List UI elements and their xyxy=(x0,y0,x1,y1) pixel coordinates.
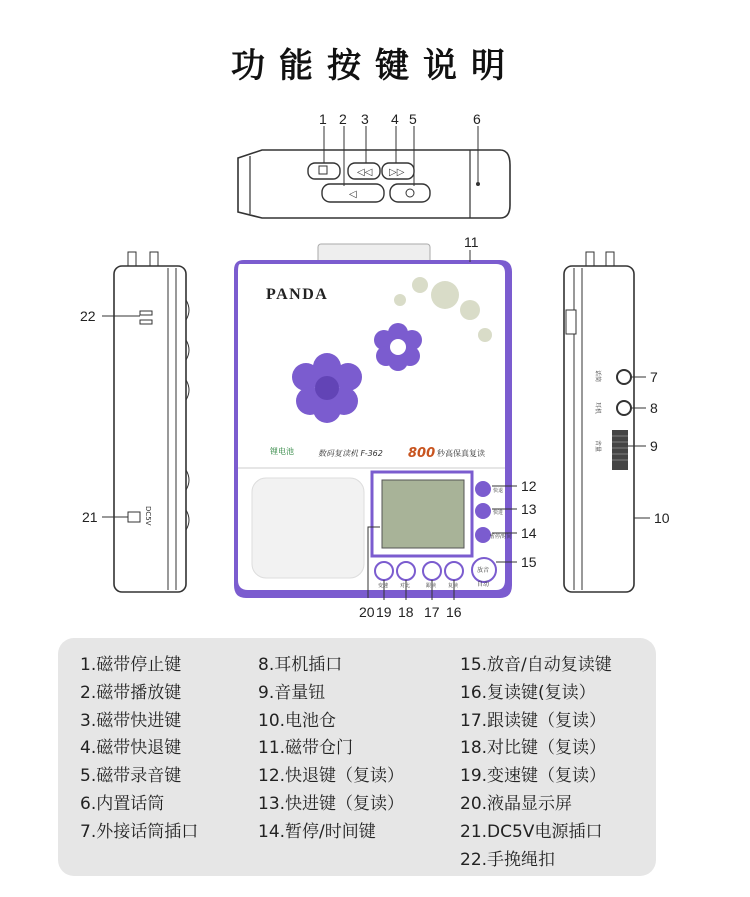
legend-item: 7.外接话筒插口 xyxy=(80,821,199,842)
legend-column-2 xyxy=(258,652,404,847)
legend-item: 14.暂停/时间键 xyxy=(258,821,376,842)
legend-item: 21.DC5V电源插口 xyxy=(460,821,603,842)
legend-item: 12.快退键（复读） xyxy=(258,766,405,787)
legend-item: 5.磁带录音键 xyxy=(80,766,182,787)
page-title: 功能按键说明 xyxy=(231,46,519,86)
legend-item: 13.快进键（复读） xyxy=(258,793,405,814)
label-b16: 复读 xyxy=(448,583,459,589)
compare-button[interactable] xyxy=(397,562,415,580)
callout-8: 8 xyxy=(650,400,658,416)
right-side-view xyxy=(564,252,670,592)
left-side-view xyxy=(80,252,189,592)
callout-13: 13 xyxy=(521,501,537,517)
legend-item: 22.手挽绳扣 xyxy=(460,849,556,870)
callout-14: 14 xyxy=(521,525,537,541)
callout-3: 3 xyxy=(361,111,369,127)
callout-9: 9 xyxy=(650,438,658,454)
speaker-grille xyxy=(252,478,364,578)
legend-item: 15.放音/自动复读键 xyxy=(460,655,612,675)
legend-item: 8.耳机插口 xyxy=(258,655,343,675)
legend-item: 10.电池仓 xyxy=(258,710,337,731)
lcd-screen xyxy=(382,480,464,548)
mic-jack[interactable] xyxy=(617,370,631,384)
callout-10: 10 xyxy=(654,510,670,526)
legend-column-1 xyxy=(80,652,198,847)
top-view xyxy=(238,111,510,218)
legend-item: 6.内置话筒 xyxy=(80,793,165,814)
model-label: 数码复读机 F-362 xyxy=(318,449,383,458)
rewind-repeat-button[interactable] xyxy=(475,481,491,497)
label-b19: 变速 xyxy=(378,583,389,589)
callout-2: 2 xyxy=(339,111,347,127)
label-b15: 放音 xyxy=(477,567,490,574)
callout-15: 15 xyxy=(521,554,537,570)
legend-item: 19.变速键（复读） xyxy=(460,766,607,787)
legend-item: 11.磁带仓门 xyxy=(258,738,354,759)
earphone-jack[interactable] xyxy=(617,401,631,415)
legend-column-3 xyxy=(460,652,612,874)
callout-4: 4 xyxy=(391,111,399,127)
svg-text:◁◁: ◁◁ xyxy=(357,167,373,178)
front-view xyxy=(234,234,537,620)
legend-item: 18.对比键（复读） xyxy=(460,738,607,759)
label-b17: 跟读 xyxy=(426,583,437,589)
legend-item: 16.复读键(复读） xyxy=(460,682,596,703)
vol-label: 音量 xyxy=(594,440,601,453)
svg-text:◁: ◁ xyxy=(349,189,357,200)
callout-21: 21 xyxy=(82,509,98,525)
label-b14: 暂停/时间 xyxy=(490,534,512,540)
callout-22: 22 xyxy=(80,308,96,324)
callout-12: 12 xyxy=(521,478,537,494)
follow-read-button[interactable] xyxy=(423,562,441,580)
brand-logo: PANDA xyxy=(266,286,329,303)
legend-item: 9.音量钮 xyxy=(258,682,326,703)
dc-label: DC5V xyxy=(144,506,152,526)
flower-large xyxy=(292,353,362,423)
legend-item: 4.磁带快退键 xyxy=(80,738,182,759)
label-b15b: 自动 xyxy=(477,581,490,588)
callout-19: 19 xyxy=(376,604,392,620)
battery-tag: 锂电池 xyxy=(270,447,294,456)
callout-17: 17 xyxy=(424,604,440,620)
legend-item: 17.跟读键（复读） xyxy=(460,710,607,731)
label-b18: 对比 xyxy=(400,583,411,589)
repeat-button[interactable] xyxy=(445,562,463,580)
label-b12: 快退 xyxy=(493,488,504,494)
speed-button[interactable] xyxy=(375,562,393,580)
strap-slot-upper xyxy=(140,311,152,315)
forward-repeat-button[interactable] xyxy=(475,503,491,519)
legend-item: 3.磁带快进键 xyxy=(80,710,182,731)
mic-label: 话筒 xyxy=(594,370,601,383)
callout-16: 16 xyxy=(446,604,462,620)
callout-6: 6 xyxy=(473,111,481,127)
slogan-number: 800 xyxy=(408,446,436,461)
legend-item: 1.磁带停止键 xyxy=(80,655,182,675)
record-button[interactable] xyxy=(390,184,430,202)
mic-hole xyxy=(476,182,480,186)
label-b13: 快进 xyxy=(493,510,504,516)
callout-1: 1 xyxy=(319,111,327,127)
callout-5: 5 xyxy=(409,111,417,127)
legend-item: 2.磁带播放键 xyxy=(80,682,182,703)
pause-time-button[interactable] xyxy=(475,527,491,543)
strap-slot-lower xyxy=(140,320,152,324)
callout-11: 11 xyxy=(464,234,479,250)
legend-item: 20.液晶显示屏 xyxy=(460,793,573,814)
dc-port[interactable] xyxy=(128,512,140,522)
callout-7: 7 xyxy=(650,369,658,385)
ear-label: 耳机 xyxy=(594,402,601,415)
slogan-text: 秒高保真复读 xyxy=(437,449,485,458)
svg-text:▷▷: ▷▷ xyxy=(389,167,405,178)
callout-18: 18 xyxy=(398,604,414,620)
stop-button[interactable] xyxy=(308,163,340,179)
callout-20: 20 xyxy=(359,604,375,620)
